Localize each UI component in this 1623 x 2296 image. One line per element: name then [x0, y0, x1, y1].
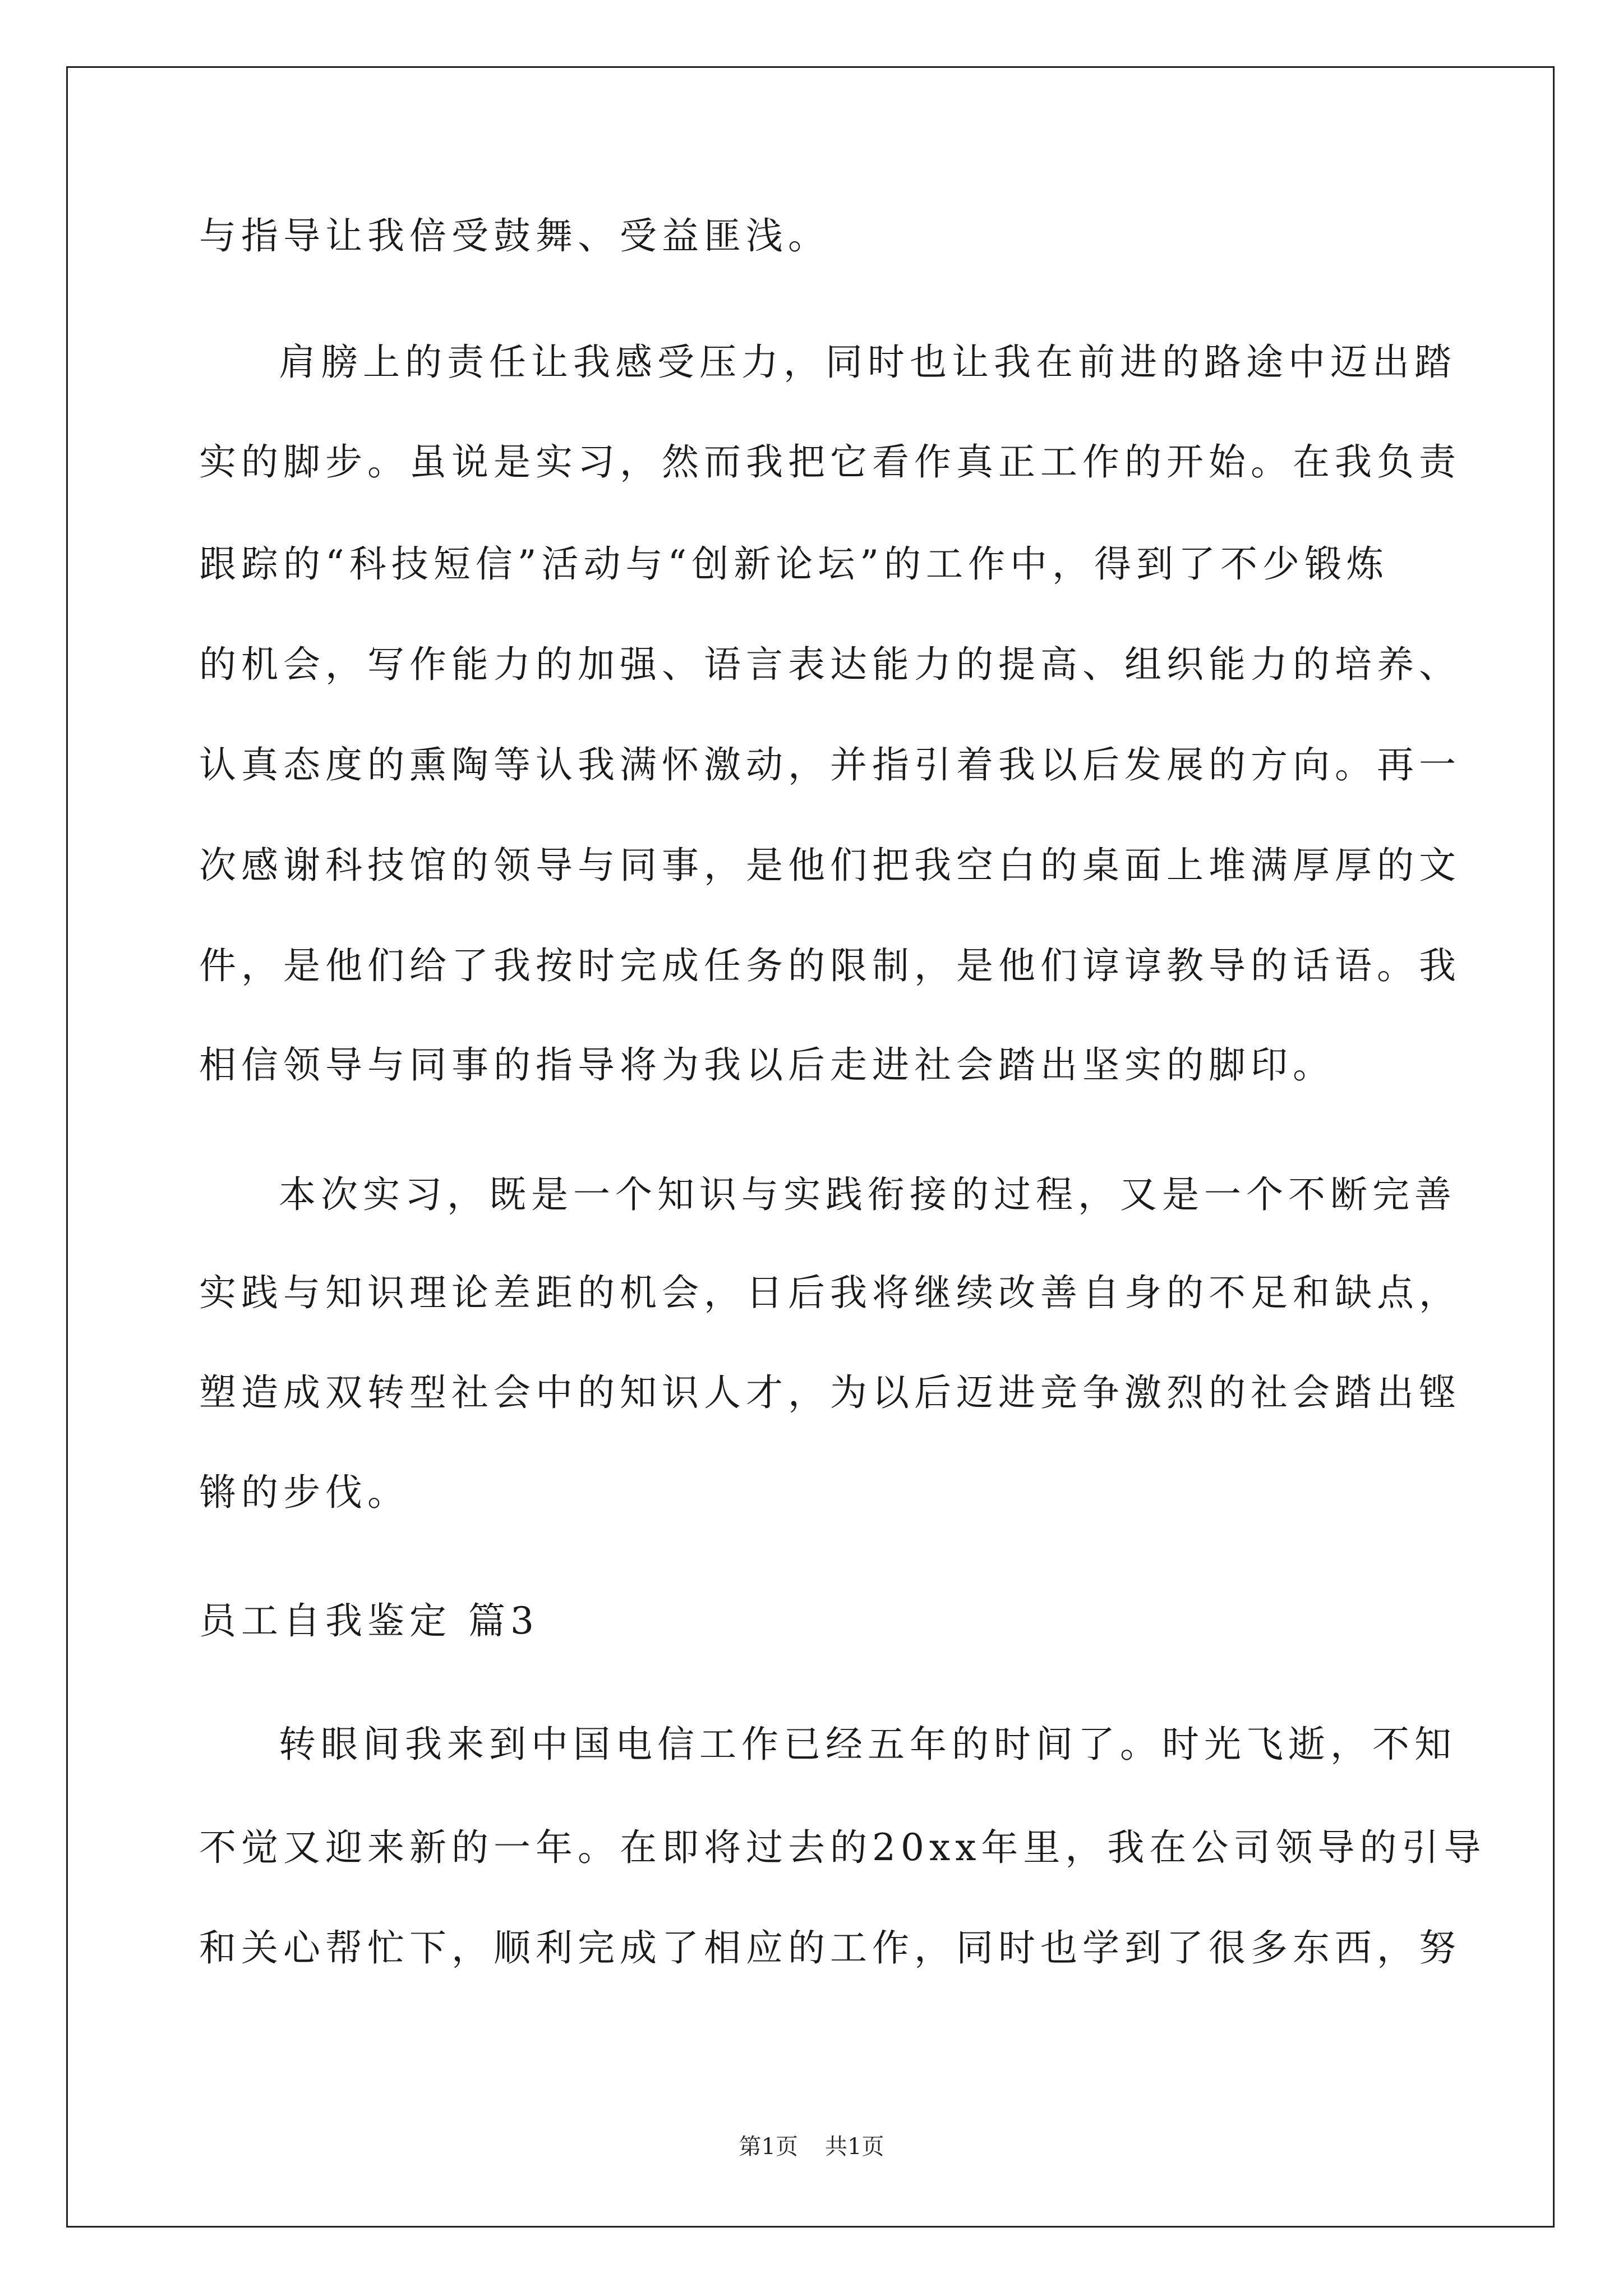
- paragraph-start-line: 肩膀上的责任让我感受压力，同时也让我在前进的路途中迈出踏: [279, 341, 1456, 384]
- text-line: 实践与知识理论差距的机会，日后我将继续改善自身的不足和缺点，: [199, 1271, 1461, 1314]
- text-line: 的机会，写作能力的加强、语言表达能力的提高、组织能力的培养、: [199, 643, 1461, 686]
- text-line: 认真态度的熏陶等认我满怀激动，并指引着我以后发展的方向。再一: [199, 743, 1461, 786]
- page-border: [66, 66, 1555, 2228]
- text-line: 与指导让我倍受鼓舞、受益匪浅。: [199, 214, 830, 257]
- text-line: 相信领导与同事的指导将为我以后走进社会踏出坚实的脚印。: [199, 1043, 1335, 1087]
- page-total: 共1页: [825, 2134, 884, 2160]
- text-line: 不觉又迎来新的一年。在即将过去的20xx年里，我在公司领导的引导: [199, 1826, 1486, 1869]
- text-line: 实的脚步。虽说是实习，然而我把它看作真正工作的开始。在我负责: [199, 440, 1461, 484]
- text-line: 件，是他们给了我按时完成任务的限制，是他们谆谆教导的话语。我: [199, 944, 1461, 987]
- text-line: 次感谢科技馆的领导与同事，是他们把我空白的桌面上堆满厚厚的文: [199, 844, 1461, 887]
- page-number: 第1页: [739, 2134, 798, 2160]
- section-heading: 员工自我鉴定 篇3: [199, 1599, 539, 1642]
- text-line: 锵的步伐。: [199, 1471, 409, 1514]
- paragraph-start-line: 转眼间我来到中国电信工作已经五年的时间了。时光飞逝，不知: [279, 1723, 1456, 1766]
- text-line: 塑造成双转型社会中的知识人才，为以后迈进竞争激烈的社会踏出铿: [199, 1371, 1461, 1414]
- page-footer: [0, 2129, 1623, 2161]
- text-line: 跟踪的“科技短信”活动与“创新论坛”的工作中，得到了不少锻炼: [199, 542, 1389, 586]
- paragraph-start-line: 本次实习，既是一个知识与实践衔接的过程，又是一个不断完善: [279, 1173, 1456, 1216]
- text-line: 和关心帮忙下，顺利完成了相应的工作，同时也学到了很多东西，努: [199, 1926, 1461, 1970]
